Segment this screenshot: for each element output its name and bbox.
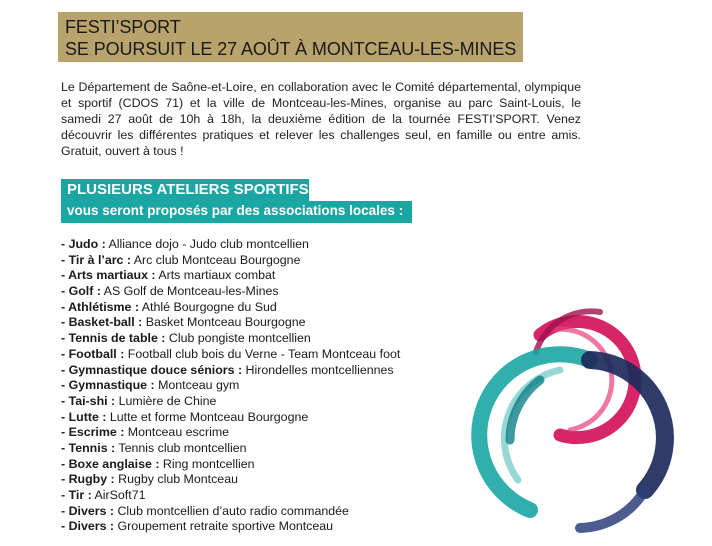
intro-text: Le Département de Saône-et-Loire, en collaboration avec le Comité départemental, olympique et sportif (CDOS 71) et la ville de Montceau-les-Mines, organise au parc Saint-Louis, le samedi 27 août de 10h à 18h, la deuxième édition de la tournée FESTI’SPORT. Venez découvrir les différentes pratiques et relever les challenges seul, en famille ou entre amis. Gratuit, ouvert à tous !: [61, 80, 581, 158]
activity-club: Montceau gym: [154, 378, 240, 393]
activity-club: Arc club Montceau Bourgogne: [131, 252, 301, 267]
activity-sport: - Escrime :: [61, 425, 125, 440]
activity-sport: - Boxe anglaise :: [61, 456, 160, 471]
activity-sport: - Judo :: [61, 237, 106, 251]
activity-item: [61, 331, 400, 347]
ateliers-subtitle: vous seront proposés par des associations locales :: [67, 203, 404, 218]
activity-item: [61, 237, 400, 253]
activity-item: [61, 519, 400, 535]
activity-sport: - Basket-ball :: [61, 315, 143, 330]
activity-club: Hirondelles montcelliennes: [242, 362, 394, 377]
activity-item: [61, 363, 400, 379]
activity-sport: - Tennis de table :: [61, 331, 166, 346]
activity-list: [61, 237, 400, 535]
activity-item: [61, 315, 400, 331]
activity-sport: - Lutte :: [61, 409, 107, 424]
rings-logo: [470, 290, 690, 540]
activity-club: Rugby club Montceau: [114, 472, 238, 487]
activity-club: Tennis club montcellien: [115, 440, 247, 455]
activity-sport: - Arts martiaux :: [61, 268, 156, 283]
activity-item: [61, 504, 400, 520]
activity-club: Basket Montceau Bourgogne: [142, 315, 306, 330]
activity-club: Lumière de Chine: [115, 393, 217, 408]
activity-item: [61, 441, 400, 457]
activity-item: [61, 394, 400, 410]
ateliers-title-bar: [61, 179, 309, 201]
activity-sport: - Football :: [61, 346, 125, 361]
activity-club: Lutte et forme Montceau Bourgogne: [106, 409, 309, 424]
activity-sport: - Tir à l’arc :: [61, 252, 132, 267]
activity-sport: - Golf :: [61, 284, 101, 299]
activity-item: [61, 410, 400, 426]
title-line-2: SE POURSUIT LE 27 AOÛT À MONTCEAU-LES-MINES: [65, 39, 517, 59]
activity-item: [61, 425, 400, 441]
activity-sport: - Divers :: [61, 503, 115, 518]
activity-item: [61, 253, 400, 269]
ateliers-subtitle-bar: [61, 201, 412, 223]
activity-item: [61, 284, 400, 300]
activity-club: Club pongiste montcellien: [165, 331, 311, 346]
activity-club: AS Golf de Montceau-les-Mines: [100, 284, 279, 299]
activity-club: Athlé Bourgogne du Sud: [139, 299, 277, 314]
activity-club: Montceau escrime: [124, 425, 230, 440]
activity-club: Football club bois du Verne - Team Montceau foot: [124, 346, 401, 361]
activity-sport: - Divers :: [61, 519, 115, 534]
intro-paragraph: [61, 79, 581, 159]
activity-item: [61, 378, 400, 394]
activity-sport: - Tennis :: [61, 440, 116, 455]
ateliers-title: PLUSIEURS ATELIERS SPORTIFS: [67, 181, 309, 198]
activity-item: [61, 268, 400, 284]
title-line-1: FESTI’SPORT: [65, 17, 181, 37]
activity-sport: - Athlétisme :: [61, 299, 140, 314]
activity-item: [61, 472, 400, 488]
activity-club: Alliance dojo - Judo club montcellien: [105, 237, 309, 251]
activity-sport: - Gymnastique douce séniors :: [61, 362, 243, 377]
activity-item: [61, 488, 400, 504]
title-banner: [58, 12, 523, 62]
activity-club: Ring montcellien: [159, 456, 255, 471]
activity-club: Groupement retraite sportive Montceau: [114, 519, 334, 534]
activity-item: [61, 347, 400, 363]
activity-club: Arts martiaux combat: [155, 268, 276, 283]
activity-club: AirSoft71: [91, 488, 146, 502]
activity-item: [61, 457, 400, 473]
activity-sport: - Gymnastique :: [61, 378, 155, 393]
activity-item: [61, 300, 400, 316]
activity-club: Club montcellien d’auto radio commandée: [114, 503, 349, 518]
activity-sport: - Rugby :: [61, 472, 115, 487]
activity-sport: - Tir :: [61, 488, 92, 502]
activity-sport: - Tai-shi :: [61, 393, 116, 408]
